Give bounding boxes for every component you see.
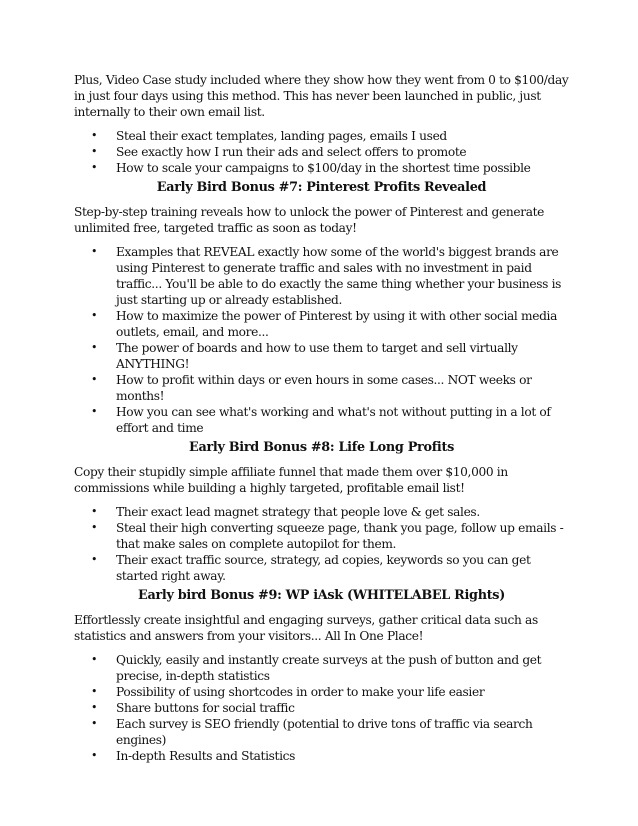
bonus-8-paragraph: Copy their stupidly simple affiliate funnel that made them over $10,000 in commissions while building a highly targeted, profitable email list! bbox=[74, 465, 508, 495]
list-item: • How you can see what's working and what's not without putting in a lot of effort and time bbox=[91, 405, 551, 435]
bullet-icon: • bbox=[91, 701, 98, 714]
list-item: • Their exact traffic source, strategy, ad copies, keywords so you can get started right away. bbox=[91, 553, 531, 583]
bullet-icon: • bbox=[91, 653, 98, 666]
bullet-icon: • bbox=[91, 129, 98, 142]
bullet-icon: • bbox=[91, 245, 98, 258]
bullet-icon: • bbox=[91, 505, 98, 518]
bullet-icon: • bbox=[91, 521, 98, 534]
list-item: • Quickly, easily and instantly create surveys at the push of button and get precise, in-depth statistics bbox=[91, 653, 542, 683]
bullet-icon: • bbox=[91, 341, 98, 354]
list-item: • See exactly how I run their ads and select offers to promote bbox=[91, 145, 467, 159]
bonus-9-heading: Early bird Bonus #9: WP iAsk (WHITELABEL Rights) bbox=[138, 588, 505, 603]
bullet-icon: • bbox=[91, 553, 98, 566]
list-item: • How to scale your campaigns to $100/day in the shortest time possible bbox=[91, 161, 531, 175]
bullet-icon: • bbox=[91, 161, 98, 174]
list-item: • How to maximize the power of Pinterest by using it with other social media outlets, email, and more... bbox=[91, 309, 557, 339]
list-item: • How to profit within days or even hours in some cases... NOT weeks or months! bbox=[91, 373, 532, 403]
list-item: • In-depth Results and Statistics bbox=[91, 749, 296, 763]
bullet-icon: • bbox=[91, 145, 98, 158]
bullet-icon: • bbox=[91, 685, 98, 698]
bonus-9-bullet-list bbox=[74, 652, 569, 764]
list-item: • Share buttons for social traffic bbox=[91, 701, 295, 715]
bonus-7-heading: Early Bird Bonus #7: Pinterest Profits Revealed bbox=[156, 180, 487, 195]
bullet-icon: • bbox=[91, 309, 98, 322]
bonus-7-bullet-list bbox=[74, 244, 569, 436]
list-item: • Their exact lead magnet strategy that people love & get sales. bbox=[91, 505, 480, 519]
list-item: • Steal their exact templates, landing pages, emails I used bbox=[91, 129, 447, 143]
bonus-9-paragraph: Effortlessly create insightful and engaging surveys, gather critical data such as statistics and answers from your visitors... All In One Place! bbox=[74, 613, 538, 643]
bonus-7-paragraph: Step-by-step training reveals how to unlock the power of Pinterest and generate unlimited free, targeted traffic as soon as today! bbox=[74, 205, 545, 235]
bonus-8-heading: Early Bird Bonus #8: Life Long Profits bbox=[189, 440, 454, 455]
intro-bullet-list bbox=[74, 128, 569, 176]
bullet-icon: • bbox=[91, 749, 98, 762]
list-item: • Each survey is SEO friendly (potential to drive tons of traffic via search engines) bbox=[91, 717, 533, 747]
list-item: • Possibility of using shortcodes in order to make your life easier bbox=[91, 685, 485, 699]
list-item: • The power of boards and how to use them to target and sell virtually ANYTHING! bbox=[91, 341, 518, 371]
list-item: • Examples that REVEAL exactly how some of the world's biggest brands are using Pinterest to generate traffic and sales with no investment in paid traffic... You'll be able to do exactly the same thing whether your business is just starting up or already established. bbox=[91, 245, 562, 307]
intro-paragraph: Plus, Video Case study included where they show how they went from 0 to $100/day in just four days using this method. This has never been launched in public, just internally to their own email list. bbox=[74, 73, 569, 119]
bullet-icon: • bbox=[91, 717, 98, 730]
list-item: • Steal their high converting squeeze page, thank you page, follow up emails - that make sales on complete autopilot for them. bbox=[91, 521, 564, 551]
bonus-8-bullet-list bbox=[74, 504, 569, 584]
bullet-icon: • bbox=[91, 405, 98, 418]
bullet-icon: • bbox=[91, 373, 98, 386]
document-page bbox=[74, 72, 569, 768]
